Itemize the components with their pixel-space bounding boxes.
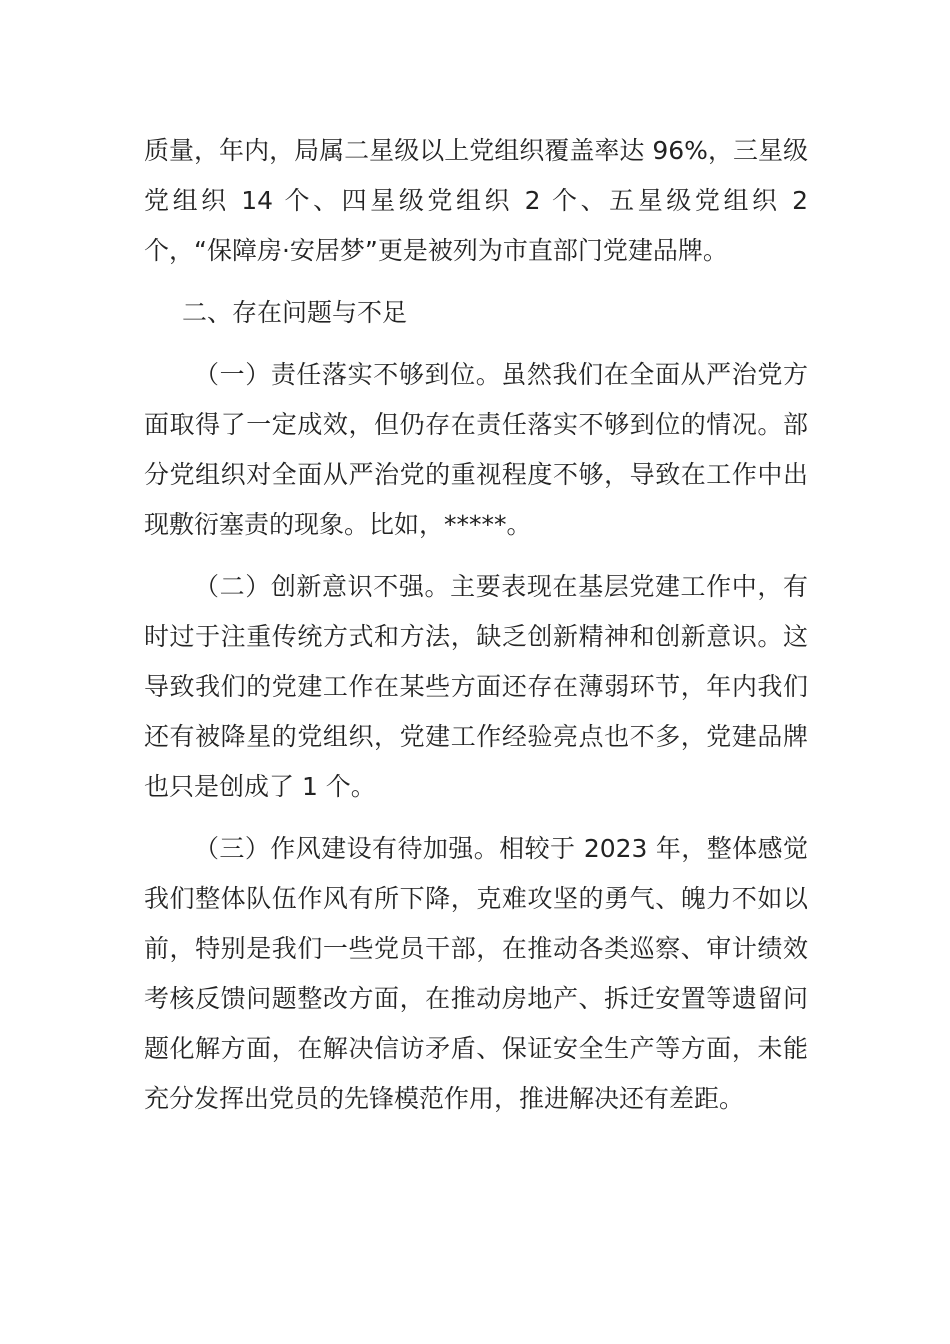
paragraph-responsibility: （一）责任落实不够到位。虽然我们在全面从严治党方面取得了一定成效，但仍存在责任落实不够到位的情况。部分党组织对全面从严治党的重视程度不够，导致在工作中出现敷衍塞责的现象。比如，*****。 <box>144 360 808 539</box>
section-heading-problems: 二、存在问题与不足 <box>182 298 408 327</box>
paragraph-continuation: 质量，年内，局属二星级以上党组织覆盖率达 96%，三星级党组织 14 个、四星级党组织 2 个、五星级党组织 2 个，“保障房·安居梦”更是被列为市直部门党建品牌。 <box>144 136 808 265</box>
document-body <box>144 126 808 1136</box>
paragraph-work-style: （三）作风建设有待加强。相较于 2023 年，整体感觉我们整体队伍作风有所下降，克难攻坚的勇气、魄力不如以前，特别是我们一些党员干部，在推动各类巡察、审计绩效考核反馈问题整改方面，在推动房地产、拆迁安置等遗留问题化解方面，在解决信访矛盾、保证安全生产等方面，未能充分发挥出党员的先锋模范作用，推进解决还有差距。 <box>144 834 808 1113</box>
paragraph-innovation: （二）创新意识不强。主要表现在基层党建工作中，有时过于注重传统方式和方法，缺乏创新精神和创新意识。这导致我们的党建工作在某些方面还存在薄弱环节，年内我们还有被降星的党组织，党建工作经验亮点也不多，党建品牌也只是创成了 1 个。 <box>144 572 808 801</box>
